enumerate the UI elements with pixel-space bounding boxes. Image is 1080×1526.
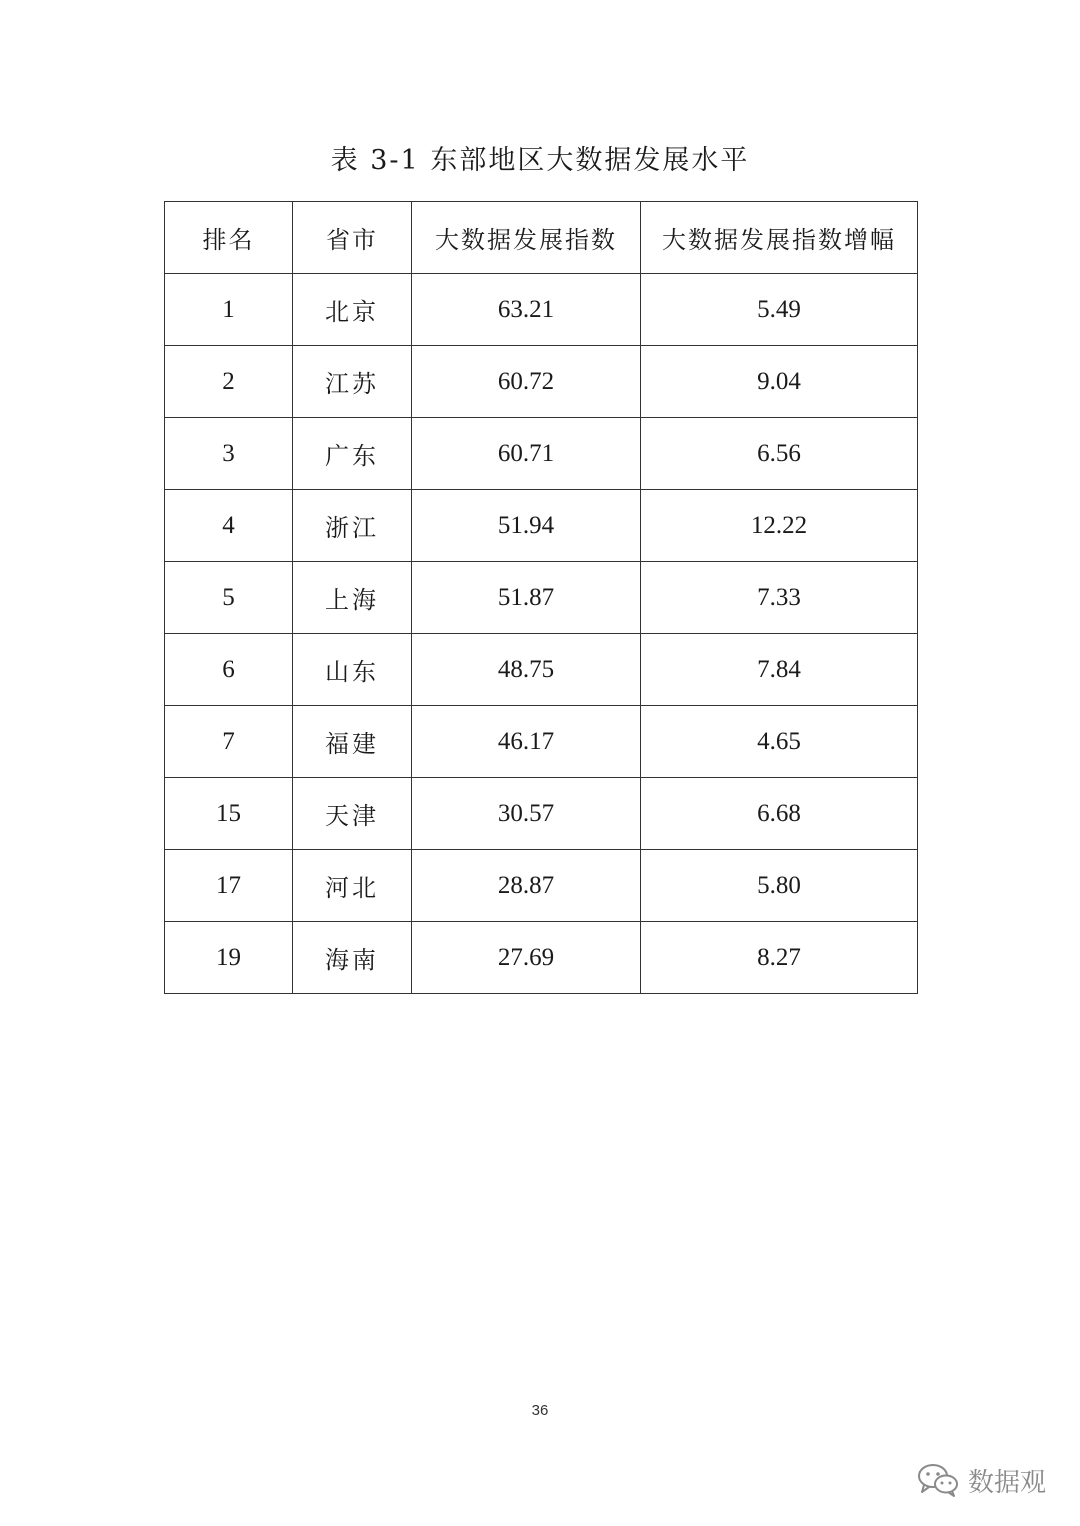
cell-index: 30.57 xyxy=(412,778,641,850)
table-row xyxy=(165,346,918,418)
cell-rank: 2 xyxy=(165,346,293,418)
cell-province: 福建 xyxy=(293,706,412,778)
cell-province: 北京 xyxy=(293,274,412,346)
cell-index: 27.69 xyxy=(412,922,641,994)
cell-rank: 4 xyxy=(165,490,293,562)
table-row xyxy=(165,634,918,706)
cell-rank: 17 xyxy=(165,850,293,922)
table-row xyxy=(165,490,918,562)
header-province: 省市 xyxy=(293,202,412,274)
cell-growth: 4.65 xyxy=(641,706,918,778)
cell-growth: 5.80 xyxy=(641,850,918,922)
cell-province: 江苏 xyxy=(293,346,412,418)
header-index: 大数据发展指数 xyxy=(412,202,641,274)
wechat-icon xyxy=(916,1462,960,1498)
page-number: 36 xyxy=(531,1402,549,1419)
cell-rank: 7 xyxy=(165,706,293,778)
data-table xyxy=(164,201,918,994)
cell-province: 河北 xyxy=(293,850,412,922)
cell-growth: 9.04 xyxy=(641,346,918,418)
cell-index: 60.72 xyxy=(412,346,641,418)
cell-province: 广东 xyxy=(293,418,412,490)
cell-growth: 5.49 xyxy=(641,274,918,346)
cell-index: 63.21 xyxy=(412,274,641,346)
cell-index: 51.87 xyxy=(412,562,641,634)
cell-index: 48.75 xyxy=(412,634,641,706)
cell-growth: 12.22 xyxy=(641,490,918,562)
cell-growth: 6.68 xyxy=(641,778,918,850)
cell-growth: 8.27 xyxy=(641,922,918,994)
page-title: 表 3-1 东部地区大数据发展水平 xyxy=(330,145,750,176)
cell-rank: 15 xyxy=(165,778,293,850)
cell-index: 46.17 xyxy=(412,706,641,778)
cell-province: 山东 xyxy=(293,634,412,706)
cell-growth: 6.56 xyxy=(641,418,918,490)
table-row xyxy=(165,418,918,490)
watermark xyxy=(916,1460,1046,1500)
cell-province: 上海 xyxy=(293,562,412,634)
cell-rank: 3 xyxy=(165,418,293,490)
cell-rank: 19 xyxy=(165,922,293,994)
table-row xyxy=(165,706,918,778)
cell-index: 51.94 xyxy=(412,490,641,562)
table-row xyxy=(165,922,918,994)
cell-rank: 5 xyxy=(165,562,293,634)
table-row xyxy=(165,274,918,346)
watermark-text: 数据观 xyxy=(967,1467,1046,1498)
table-body xyxy=(165,274,918,994)
table-header-row xyxy=(165,202,918,274)
cell-index: 60.71 xyxy=(412,418,641,490)
header-growth: 大数据发展指数增幅 xyxy=(641,202,918,274)
cell-rank: 1 xyxy=(165,274,293,346)
cell-growth: 7.33 xyxy=(641,562,918,634)
table-row xyxy=(165,778,918,850)
cell-index: 28.87 xyxy=(412,850,641,922)
cell-province: 浙江 xyxy=(293,490,412,562)
table-row xyxy=(165,562,918,634)
cell-province: 海南 xyxy=(293,922,412,994)
cell-rank: 6 xyxy=(165,634,293,706)
table-row xyxy=(165,850,918,922)
cell-growth: 7.84 xyxy=(641,634,918,706)
cell-province: 天津 xyxy=(293,778,412,850)
header-rank: 排名 xyxy=(165,202,293,274)
